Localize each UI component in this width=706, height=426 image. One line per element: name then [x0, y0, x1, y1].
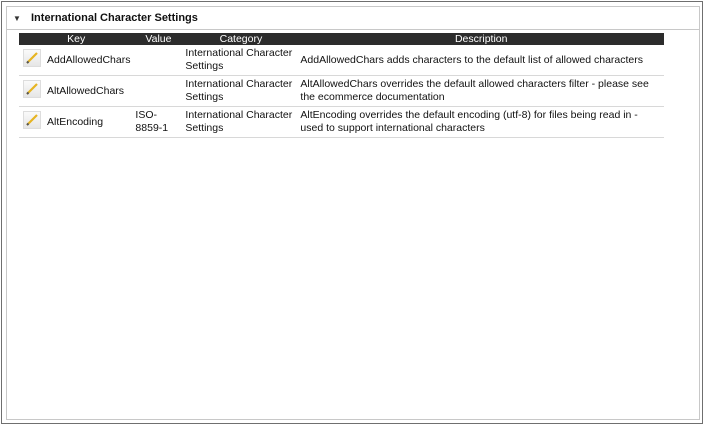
key-cell: AddAllowedChars [45, 45, 133, 76]
settings-table [19, 33, 664, 138]
table-header-row [19, 33, 664, 45]
column-header-description[interactable]: Description [298, 33, 664, 45]
edit-cell [19, 76, 45, 107]
description-cell: AddAllowedChars adds characters to the default list of allowed characters [298, 45, 664, 76]
category-cell: International Character Settings [183, 107, 298, 138]
category-cell: International Character Settings [183, 45, 298, 76]
value-cell: ISO-8859-1 [133, 107, 183, 138]
panel-header[interactable] [7, 7, 699, 30]
edit-pencil-icon[interactable] [23, 80, 41, 98]
edit-cell [19, 45, 45, 76]
edit-pencil-icon[interactable] [23, 49, 41, 67]
panel-title: International Character Settings [31, 12, 198, 24]
edit-cell [19, 107, 45, 138]
column-header-value[interactable]: Value [133, 33, 183, 45]
description-cell: AltAllowedChars overrides the default allowed characters filter - please see the ecommerce documentation [298, 76, 664, 107]
column-header-category[interactable]: Category [183, 33, 298, 45]
value-cell [133, 45, 183, 76]
key-cell: AltEncoding [45, 107, 133, 138]
description-cell: AltEncoding overrides the default encoding (utf-8) for files being read in - used to support international characters [298, 107, 664, 138]
category-cell: International Character Settings [183, 76, 298, 107]
table-row [19, 45, 664, 76]
column-header-key[interactable]: Key [19, 33, 133, 45]
value-cell [133, 76, 183, 107]
caret-down-icon[interactable]: ▼ [13, 13, 21, 23]
key-cell: AltAllowedChars [45, 76, 133, 107]
edit-pencil-icon[interactable] [23, 111, 41, 129]
table-row [19, 76, 664, 107]
table-row [19, 107, 664, 138]
